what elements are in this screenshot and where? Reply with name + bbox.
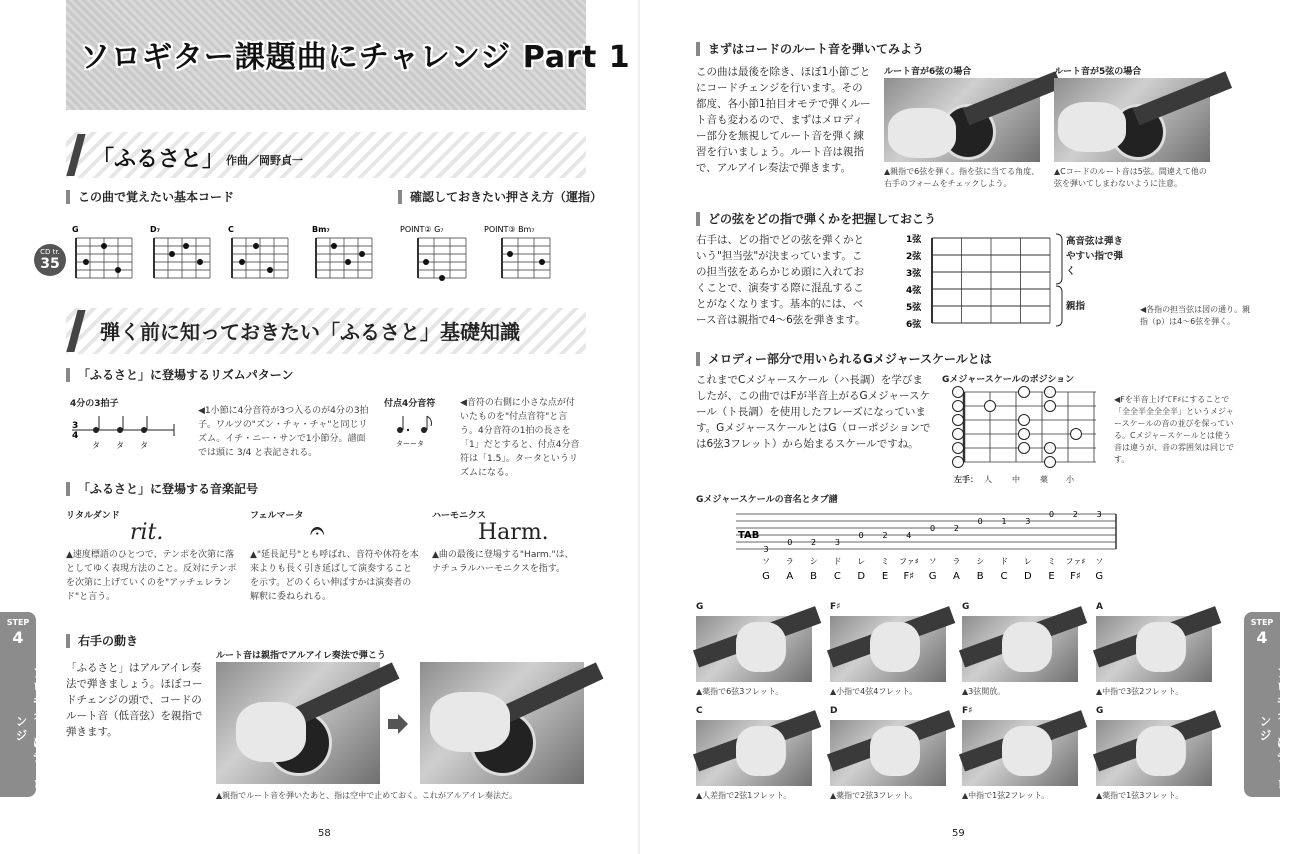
left-page	[0, 0, 640, 854]
note-letter: F♯	[1070, 571, 1081, 582]
chord-photo-label: G	[1096, 706, 1104, 716]
cd-label: CD tr.	[40, 248, 60, 256]
rhythm1-notation	[70, 414, 180, 454]
symbol-name: ハーモニクス	[432, 511, 486, 521]
note-letter: B	[810, 571, 818, 582]
rhythm2-text: ◀音符の右側に小さな点が付いたものを"付点音符"と言う。4分音符の1拍の長さを「1」だとすると、付点4分音符は「1.5」。タータというリズムになる。	[460, 398, 580, 478]
note-letter: G	[928, 571, 937, 582]
solfege-label: ド	[833, 557, 842, 566]
point-dot	[507, 251, 513, 257]
scale-note	[1045, 443, 1056, 454]
finger-pinky: 小	[1066, 475, 1074, 484]
page-number-left: 58	[318, 828, 331, 839]
string-label: 3弦	[906, 269, 922, 279]
strings-caption: ◀各指の担当弦は図の通り。親指（p）は4〜6弦を弾く。	[1140, 305, 1251, 326]
point-label: POINT② G₇	[400, 225, 444, 234]
chord-photo-label: D	[830, 706, 838, 716]
section-gscale: メロディー部分で用いられるGメジャースケールとは	[696, 352, 992, 366]
chord-diagram-c	[228, 225, 234, 234]
solfege-label: ファ♯	[1065, 557, 1086, 566]
chord-dot	[101, 243, 107, 249]
solfege-label: ラ	[952, 557, 961, 566]
symbol-name: リタルダンド	[66, 511, 120, 521]
chord-photo-caption: ▲小指で4弦4フレット。	[830, 687, 918, 696]
scale-note	[953, 415, 964, 426]
solfege-label: シ	[809, 557, 818, 566]
tab-fret-number: 3	[763, 545, 769, 554]
right-hand-text: 「ふるさと」はアルアイレ奏法で弾きましょう。ほぼコードチェンジの頭で、コードのルート音（低音弦）を親指で弾きます。	[66, 662, 203, 738]
chord-photo-caption: ▲薬指で2弦3フレット。	[830, 791, 918, 800]
chord-dot	[345, 259, 351, 265]
chord-photo-label: G	[962, 602, 970, 612]
step-tab-text: ソロギターにチャレンジ	[14, 665, 45, 792]
tab-fret-number: 0	[858, 531, 864, 540]
finger-index: 人	[984, 475, 992, 484]
page-number-right: 59	[952, 828, 965, 839]
gscale-fretboard	[950, 386, 1100, 482]
scale-note	[985, 401, 996, 412]
step-number: 4	[1256, 628, 1268, 647]
syllable: タ	[92, 441, 100, 450]
strings-text: 右手は、どの指でどの弦を弾くかという"担当弦"が決まっています。この担当弦をあらかじめ頭に入れておくことで、演奏する際に混乱することがなくなります。基本的には、ベース音は親指で4〜6弦を弾きます。	[696, 234, 866, 326]
note-letter: E	[881, 571, 889, 582]
rhythm2-label: 付点4分音符	[384, 399, 436, 409]
root5-caption: ▲Cコードのルート音は5弦。間違えて他の弦を弾いてしまわないように注意。	[1054, 167, 1207, 188]
bracket-high-label: 高音弦は弾きやすい指で弾く	[1066, 236, 1124, 277]
step-label: STEP	[6, 618, 30, 627]
step-side-tab-left	[0, 612, 45, 797]
scale-note	[953, 387, 964, 398]
note-letter: B	[976, 571, 984, 582]
note-letter: C	[833, 571, 841, 582]
tab-fret-number: 2	[882, 531, 888, 540]
tab-fret-number: 2	[1072, 510, 1078, 519]
photo-right-hand-1	[216, 662, 380, 784]
symbol-text: ▲曲の最後に登場する"Harm."は、ナチュラルハーモニクスを指す。	[432, 550, 574, 574]
right-hand-caption: ▲親指でルート音を弾いたあと、指は空中で止めておく。これがアルアイレ奏法だ。	[216, 791, 517, 800]
tab-fret-number: 0	[977, 517, 983, 526]
arrow-right-icon	[386, 712, 410, 736]
string-label: 6弦	[906, 320, 922, 330]
finger-ring: 薬	[1040, 475, 1048, 484]
solfege-label: ソ	[762, 557, 770, 566]
tab-clef: TAB	[738, 530, 760, 541]
symbol-name: フェルマータ	[250, 511, 304, 521]
svg-text:4: 4	[72, 431, 79, 441]
scale-note	[1019, 387, 1030, 398]
scale-note	[1019, 429, 1030, 440]
chord-dot	[239, 259, 245, 265]
chord-photo-label: G	[696, 602, 704, 612]
chord-dot	[115, 267, 121, 273]
chord-photo-caption: ▲中指で1弦2フレット。	[962, 791, 1050, 800]
point-diagrams	[398, 222, 578, 286]
right-page	[640, 0, 1289, 854]
scale-note	[1045, 387, 1056, 398]
chord-photo-label: A	[1096, 602, 1103, 612]
chord-dot	[331, 243, 337, 249]
string-label: 5弦	[906, 303, 922, 313]
page-title: ソロギター課題曲にチャレンジ Part 1	[80, 40, 631, 75]
tab-fret-number: 4	[906, 531, 912, 540]
chord-photo	[830, 616, 946, 682]
tab-fret-number: 3	[1096, 510, 1102, 519]
chord-name: C	[228, 225, 234, 234]
scale-note	[1071, 429, 1082, 440]
point-dot	[539, 259, 545, 265]
solfege-label: ソ	[1095, 557, 1104, 566]
gscale-text: これまでCメジャースケール（ハ長調）を学びましたが、この曲ではFが半音上がるGメジャースケール（ト長調）を使用したフレーズになっています。GメジャースケールとはG（ローポジションでは6弦3フレット）から始まるスケールですね。	[696, 374, 931, 450]
solfege-label: ド	[1000, 557, 1008, 566]
solfege-label: シ	[976, 557, 985, 566]
chord-photo-label: C	[696, 706, 703, 716]
note-letter: D	[857, 571, 866, 582]
chord-name: G	[72, 225, 79, 234]
note-letter: F♯	[903, 571, 915, 582]
chord-dot	[359, 251, 365, 257]
tab-title: Gメジャースケールの音名とタブ譜	[696, 495, 838, 505]
section-strings: どの弦をどの指で弾くかを把握しておこう	[696, 212, 936, 226]
cd-track-badge	[34, 244, 66, 276]
symbol-text: ▲速度標語のひとつで、テンポを次第に落としてゆく表現方法のこと。反対にテンポを次第に上げていくのを"アッチェレランド"と言う。	[66, 550, 237, 602]
chord-photo-caption: ▲薬指で6弦3フレット。	[696, 687, 784, 696]
point-dot	[423, 259, 429, 265]
chord-dot	[253, 243, 259, 249]
note-letter: C	[1000, 571, 1008, 582]
scale-note	[1045, 457, 1056, 468]
chord-diagram-d7	[150, 225, 161, 234]
step-tab-text: ソロギターにチャレンジ	[1258, 665, 1289, 792]
root6-title: ルート音が6弦の場合	[884, 67, 972, 77]
scale-note	[1019, 415, 1030, 426]
section-rhythm: 「ふるさと」に登場するリズムパターン	[66, 368, 294, 382]
tab-fret-number: 1	[1001, 517, 1007, 526]
syllable: タ	[116, 441, 124, 450]
chord-photo-label: F♯	[830, 602, 841, 612]
chord-photo	[830, 720, 946, 786]
chord-diagram-bm7	[312, 225, 330, 234]
song-credit: 作曲／岡野貞一	[226, 154, 303, 167]
string-label: 2弦	[906, 252, 922, 262]
gscale-caption: ◀Fを半音上げてF♯にすることで「全全半全全全半」というメジャースケールの音の並びを保っている。Cメジャースケールとは使う音は違うが、音の雰囲気は同じです。	[1114, 395, 1234, 464]
scale-note	[953, 429, 964, 440]
note-letter: A	[952, 571, 960, 582]
solfege-label: レ	[1023, 557, 1032, 566]
chord-photo	[1096, 720, 1212, 786]
chord-diagram-g	[72, 225, 79, 234]
syllable: ターータ	[396, 440, 424, 448]
gscale-pos-title: Gメジャースケールのポジション	[942, 375, 1075, 385]
chord-photo-label: F♯	[962, 706, 973, 716]
root6-caption: ▲親指で6弦を弾く。指を弦に当てる角度、右手のフォームをチェックしよう。	[884, 167, 1040, 188]
scale-note	[953, 443, 964, 454]
rhythm2-notation	[388, 414, 448, 454]
photo-root-5	[1054, 78, 1210, 162]
chord-diagrams	[66, 222, 396, 286]
tab-fret-number: 2	[953, 524, 959, 533]
section-root: まずはコードのルート音を弾いてみよう	[696, 42, 924, 56]
step-number: 4	[12, 628, 24, 647]
symbol-text: ▲"延長記号"とも呼ばれ、音符や休符を本来よりも長く引き延ばして演奏することを示す。どのくらい伸ばすかは演奏者の解釈に委ねられる。	[250, 550, 419, 602]
tab-fret-number: 3	[1025, 517, 1031, 526]
string-label: 4弦	[906, 286, 922, 296]
symbol-harm: Harm.	[478, 520, 549, 545]
chord-photo	[696, 720, 812, 786]
kiso-title: 弾く前に知っておきたい「ふるさと」基礎知識	[100, 320, 520, 344]
root5-title: ルート音が5弦の場合	[1054, 67, 1142, 77]
chord-dot	[267, 267, 273, 273]
solfege-label: ファ♯	[898, 557, 919, 566]
solfege-label: レ	[857, 557, 866, 566]
fermata-icon: 𝄐	[310, 516, 325, 546]
tab-fret-number: 0	[787, 538, 793, 547]
string-label: 1弦	[906, 235, 922, 245]
step-label: STEP	[1250, 618, 1274, 627]
tab-fret-number: 3	[834, 538, 840, 547]
section-right-hand: 右手の動き	[66, 634, 138, 648]
solfege-label: ミ	[881, 557, 889, 566]
rhythm1-label: 4分の3拍子	[70, 399, 119, 409]
tab-fret-number: 0	[930, 524, 936, 533]
song-title: 「ふるさと」	[92, 147, 225, 172]
scale-note	[1019, 443, 1030, 454]
section-basic-chords: この曲で覚えたい基本コード	[66, 190, 234, 204]
scale-note	[1045, 401, 1056, 412]
photo-root-6	[884, 78, 1040, 162]
chord-dot	[183, 243, 189, 249]
root-text: この曲は最後を除き、ほぼ1小節ごとにコードチェンジを行います。その都度、各小節1拍目オモテで弾くルート音も変わるので、まずはメロディー部分を無視してルート音を弾く練習を行いましょう。ルート音は親指で、アルアイレ奏法で弾きます。	[696, 66, 871, 174]
chord-name: Bm₇	[312, 225, 330, 234]
scale-note	[953, 457, 964, 468]
tab-fret-number: 0	[1049, 510, 1055, 519]
chord-photo-caption: ▲中指で3弦2フレット。	[1096, 687, 1184, 696]
scale-note	[953, 401, 964, 412]
note-letter: A	[786, 571, 794, 582]
step-side-tab-right	[1244, 612, 1289, 797]
section-check-fingering: 確認しておきたい押さえ方（運指）	[398, 190, 602, 204]
photo-right-hand-2	[420, 662, 584, 784]
symbol-rit: rit.	[130, 520, 164, 545]
note-letter: G	[1095, 571, 1104, 582]
chord-photo	[1096, 616, 1212, 682]
chord-dot	[83, 259, 89, 265]
chord-photo-caption: ▲薬指で1弦3フレット。	[1096, 791, 1184, 800]
rhythm1-text: ◀1小節に4分音符が3つ入るのが4分の3拍子。ワルツの"ズン・チャ・チャ"と同じリズム。イチ・ニー・サンで1小節分。譜面では頭に 3/4 と表記される。	[198, 406, 369, 458]
bracket-thumb-label: 親指	[1066, 301, 1086, 312]
finger-middle: 中	[1012, 475, 1020, 484]
chord-photo	[962, 720, 1078, 786]
tab-staff	[736, 508, 1132, 584]
svg-text:3: 3	[72, 421, 79, 431]
solfege-label: ソ	[928, 557, 937, 566]
point-label: POINT③ Bm₇	[484, 225, 535, 234]
chord-dot	[169, 251, 175, 257]
note-letter: E	[1048, 571, 1055, 582]
point-dot	[439, 275, 445, 281]
tab-fret-number: 2	[811, 538, 817, 547]
solfege-label: ミ	[1047, 557, 1056, 566]
left-hand-label: 左手：	[954, 475, 978, 484]
chord-photo-caption: ▲3弦開放。	[962, 687, 1006, 696]
chord-photo	[696, 616, 812, 682]
chord-dot	[197, 259, 203, 265]
solfege-label: ラ	[785, 557, 794, 566]
note-letter: D	[1023, 571, 1032, 582]
chord-photo-caption: ▲人差指で2弦1フレット。	[696, 791, 792, 800]
note-letter: G	[762, 571, 770, 582]
section-symbols: 「ふるさと」に登場する音楽記号	[66, 482, 258, 496]
chord-name: D₇	[150, 225, 161, 234]
cd-track-number: 35	[40, 256, 60, 272]
syllable: タ	[140, 441, 148, 450]
chord-photo	[962, 616, 1078, 682]
right-hand-photo-title: ルート音は親指でアルアイレ奏法で弾こう	[216, 651, 386, 661]
